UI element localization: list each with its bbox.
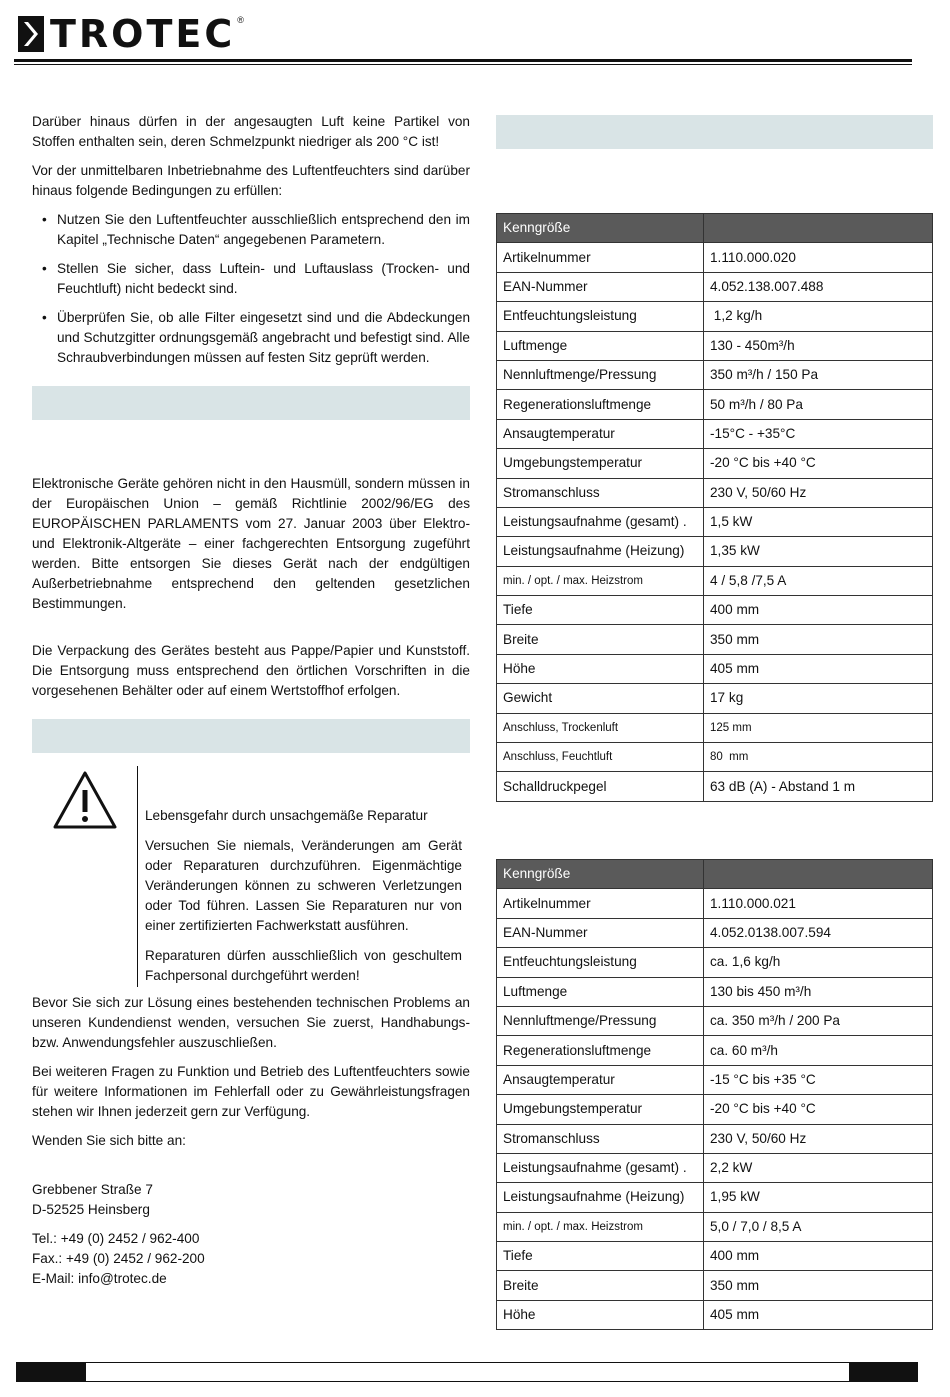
spec-value: 4.052.138.007.488 — [704, 272, 933, 301]
table-row — [497, 889, 933, 918]
spec-value: 350 m³/h / 150 Pa — [704, 360, 933, 389]
spec-value: 4 / 5,8 /7,5 A — [704, 566, 933, 595]
table-row — [497, 566, 933, 595]
table-header-cell: Kenngröße — [497, 860, 704, 889]
spec-label: Nennluftmenge/Pressung — [497, 360, 704, 389]
spec-label: min. / opt. / max. Heizstrom — [497, 1212, 704, 1241]
spec-value: 230 V, 50/60 Hz — [704, 1124, 933, 1153]
table-row — [497, 918, 933, 947]
spec-label: Stromanschluss — [497, 478, 704, 507]
table-row — [497, 1271, 933, 1300]
spec-value: 5,0 / 7,0 / 8,5 A — [704, 1212, 933, 1241]
spec-label: EAN-Nummer — [497, 918, 704, 947]
table-row — [497, 478, 933, 507]
spec-label: Anschluss, Feuchtluft — [497, 743, 704, 772]
spec-value: 17 kg — [704, 684, 933, 713]
brand-name: TROTEC — [50, 12, 236, 56]
spec-label: Entfeuchtungsleistung — [497, 302, 704, 331]
spec-value: ca. 1,6 kg/h — [704, 948, 933, 977]
table-row — [497, 1065, 933, 1094]
spec-value: -20 °C bis +40 °C — [704, 449, 933, 478]
spec-label: Anschluss, Trockenluft — [497, 713, 704, 742]
table-row — [497, 948, 933, 977]
disposal-paragraph-1: Elektronische Geräte gehören nicht in den Hausmüll, sondern müssen in der Europäischen Union – gemäß Richtlinie 2002/96/EG des EUROPÄISCHEN PARLAMENTS vom 27. Januar 2003 über Elektro- und Elektronik-Altgeräte – einer fachgerechten Entsorgung zugeführt werden. Bitte entsorgen Sie dieses Gerät nach der endgültigen Außerbetriebnahme entsprechend den geltenden gesetzlichen Bestimmungen. — [32, 476, 470, 611]
contact-tel: Tel.: +49 (0) 2452 / 962-400 — [32, 1231, 200, 1246]
table-row — [497, 684, 933, 713]
warning-box — [145, 806, 462, 986]
spec-label: Leistungsaufnahme (Heizung) — [497, 537, 704, 566]
warning-paragraph-1: Versuchen Sie niemals, Veränderungen am Gerät oder Reparaturen durchzuführen. Eigenmächtige Veränderungen können zu schweren Verletzungen oder Tod führen. Lassen Sie Reparaturen nur von einer zertifizierten Fachwerkstatt ausführen. — [145, 838, 462, 933]
table-row — [497, 1153, 933, 1182]
table-row — [497, 272, 933, 301]
spec-value: 1.110.000.020 — [704, 243, 933, 272]
spec-value: -15 °C bis +35 °C — [704, 1065, 933, 1094]
spec-value: -15°C - +35°C — [704, 419, 933, 448]
table-row — [497, 243, 933, 272]
list-item: • Stellen Sie sicher, dass Luftein- und Luftauslass (Trocken- und Feuchtluft) nicht bedeckt sind. — [32, 259, 470, 299]
table-row — [497, 1242, 933, 1271]
spec-label: Regenerationsluftmenge — [497, 390, 704, 419]
spec-value: 2,2 kW — [704, 1153, 933, 1182]
spec-value: 400 mm — [704, 1242, 933, 1271]
table-row — [497, 743, 933, 772]
spec-value: 350 mm — [704, 1271, 933, 1300]
trotec-logo — [18, 12, 244, 56]
spec-value: 125 mm — [704, 713, 933, 742]
spec-value: 1,35 kW — [704, 537, 933, 566]
spec-value: 1,95 kW — [704, 1183, 933, 1212]
header-rule-thin — [14, 64, 912, 65]
spec-table-1 — [496, 213, 933, 802]
spec-label: Ansaugtemperatur — [497, 1065, 704, 1094]
spec-value: 63 dB (A) - Abstand 1 m — [704, 772, 933, 801]
spec-label: Breite — [497, 1271, 704, 1300]
warning-title: Lebensgefahr durch unsachgemäße Reparatur — [145, 808, 428, 823]
spec-label: Tiefe — [497, 1242, 704, 1271]
table-header-cell: Kenngröße — [497, 214, 704, 243]
table-row — [497, 360, 933, 389]
service-paragraph-2: Bei weiteren Fragen zu Funktion und Betrieb des Luftentfeuchters sowie für weitere Informationen im Fehlerfall oder zu Gewährleistungsfragen stehen wir Ihnen jederzeit gern zur Verfügung. — [32, 1064, 470, 1119]
list-item: • Nutzen Sie den Luftentfeuchter ausschließlich entsprechend den im Kapitel „Technische Daten“ angegebenen Parametern. — [32, 210, 470, 250]
spec-label: Entfeuchtungsleistung — [497, 948, 704, 977]
spec-label: Leistungsaufnahme (gesamt) . — [497, 507, 704, 536]
spec-value: 130 bis 450 m³/h — [704, 977, 933, 1006]
spec-label: Ansaugtemperatur — [497, 419, 704, 448]
spec-value: 405 mm — [704, 1300, 933, 1329]
warning-paragraph-2: Reparaturen dürfen ausschließlich von geschultem Fachpersonal durchgeführt werden! — [145, 948, 462, 983]
spec-value: 350 mm — [704, 625, 933, 654]
intro-paragraph-2: Vor der unmittelbaren Inbetriebnahme des Luftentfeuchters sind darüber hinaus folgende Bedingungen zu erfüllen: — [32, 163, 470, 198]
list-item: • Überprüfen Sie, ob alle Filter eingesetzt sind und die Abdeckungen und Schutzgitter ordnungsgemäß angebracht und befestigt sind. Alle Schraubverbindungen müssen auf festen Sitz geprüft werden. — [32, 308, 470, 368]
address-street: Grebbener Straße 7 — [32, 1182, 153, 1197]
spec-label: Leistungsaufnahme (gesamt) . — [497, 1153, 704, 1182]
service-paragraph-1: Bevor Sie sich zur Lösung eines bestehenden technischen Problems an unseren Kundendienst wenden, versuchen Sie zuerst, Handhabungs- bzw. Anwendungsfehler auszuschließen. — [32, 995, 470, 1050]
spec-value: -20 °C bis +40 °C — [704, 1095, 933, 1124]
spec-label: Schalldruckpegel — [497, 772, 704, 801]
spec-label: Höhe — [497, 1300, 704, 1329]
spec-label: Breite — [497, 625, 704, 654]
spec-label: Luftmenge — [497, 331, 704, 360]
table-row — [497, 1183, 933, 1212]
table-row — [497, 596, 933, 625]
table-row — [497, 713, 933, 742]
table-row — [497, 507, 933, 536]
spec-label: Artikelnummer — [497, 243, 704, 272]
table-row — [497, 772, 933, 801]
table-header-cell — [704, 214, 933, 243]
contact-fax: Fax.: +49 (0) 2452 / 962-200 — [32, 1251, 205, 1266]
spec-value: ca. 350 m³/h / 200 Pa — [704, 1006, 933, 1035]
warning-divider — [137, 766, 138, 987]
spec-label: Tiefe — [497, 596, 704, 625]
spec-value: 50 m³/h / 80 Pa — [704, 390, 933, 419]
table-row — [497, 1124, 933, 1153]
table-row — [497, 977, 933, 1006]
spec-table-2 — [496, 859, 933, 1330]
table-header-cell — [704, 860, 933, 889]
table-row — [497, 1036, 933, 1065]
spec-value: 1,2 kg/h — [704, 302, 933, 331]
spec-value: 1,5 kW — [704, 507, 933, 536]
table-row — [497, 419, 933, 448]
spec-value: ca. 60 m³/h — [704, 1036, 933, 1065]
footer-block-right — [849, 1362, 918, 1382]
spec-value: 1.110.000.021 — [704, 889, 933, 918]
conditions-list — [32, 210, 470, 368]
spec-value: 405 mm — [704, 654, 933, 683]
section-header-bar — [32, 719, 470, 753]
table-row — [497, 331, 933, 360]
table-row — [497, 1212, 933, 1241]
spec-label: Leistungsaufnahme (Heizung) — [497, 1183, 704, 1212]
spec-value: 80 mm — [704, 743, 933, 772]
spec-label: Regenerationsluftmenge — [497, 1036, 704, 1065]
intro-paragraph-1: Darüber hinaus dürfen in der angesaugten Luft keine Partikel von Stoffen enthalten sein, deren Schmelzpunkt niedriger als 200 °C ist! — [32, 114, 470, 149]
spec-label: Nennluftmenge/Pressung — [497, 1006, 704, 1035]
address-block — [32, 1180, 470, 1289]
address-city: D-52525 Heinsberg — [32, 1202, 150, 1217]
table-row — [497, 654, 933, 683]
header-rule — [14, 59, 912, 62]
spec-label: Umgebungstemperatur — [497, 449, 704, 478]
spec-label: EAN-Nummer — [497, 272, 704, 301]
service-paragraph-3: Wenden Sie sich bitte an: — [32, 1133, 186, 1148]
spec-value: 230 V, 50/60 Hz — [704, 478, 933, 507]
spec-label: Luftmenge — [497, 977, 704, 1006]
logo-chevron-icon — [18, 14, 48, 54]
spec-value: 4.052.0138.007.594 — [704, 918, 933, 947]
spec-value: 130 - 450m³/h — [704, 331, 933, 360]
table-row — [497, 1300, 933, 1329]
spec-label: Stromanschluss — [497, 1124, 704, 1153]
registered-mark: ® — [237, 15, 244, 25]
contact-email[interactable]: E-Mail: info@trotec.de — [32, 1271, 167, 1286]
spec-value: 400 mm — [704, 596, 933, 625]
table-row — [497, 1095, 933, 1124]
table-row — [497, 625, 933, 654]
section-header-bar — [496, 115, 933, 149]
disposal-paragraph-2: Die Verpackung des Gerätes besteht aus Pappe/Papier und Kunststoff. Die Entsorgung muss entsprechend den örtlichen Vorschriften in die vorgesehenen Behälter oder auf einem Wertstoffhof erfolgen. — [32, 643, 470, 698]
footer-bar — [86, 1362, 849, 1382]
table-row — [497, 449, 933, 478]
spec-label: Höhe — [497, 654, 704, 683]
table-row — [497, 1006, 933, 1035]
table-row — [497, 390, 933, 419]
footer-block-left — [16, 1362, 86, 1382]
spec-label: Umgebungstemperatur — [497, 1095, 704, 1124]
table-row — [497, 302, 933, 331]
warning-triangle-icon — [52, 770, 118, 830]
table-row — [497, 537, 933, 566]
spec-label: Artikelnummer — [497, 889, 704, 918]
section-header-bar — [32, 386, 470, 420]
spec-label: Gewicht — [497, 684, 704, 713]
spec-label: min. / opt. / max. Heizstrom — [497, 566, 704, 595]
